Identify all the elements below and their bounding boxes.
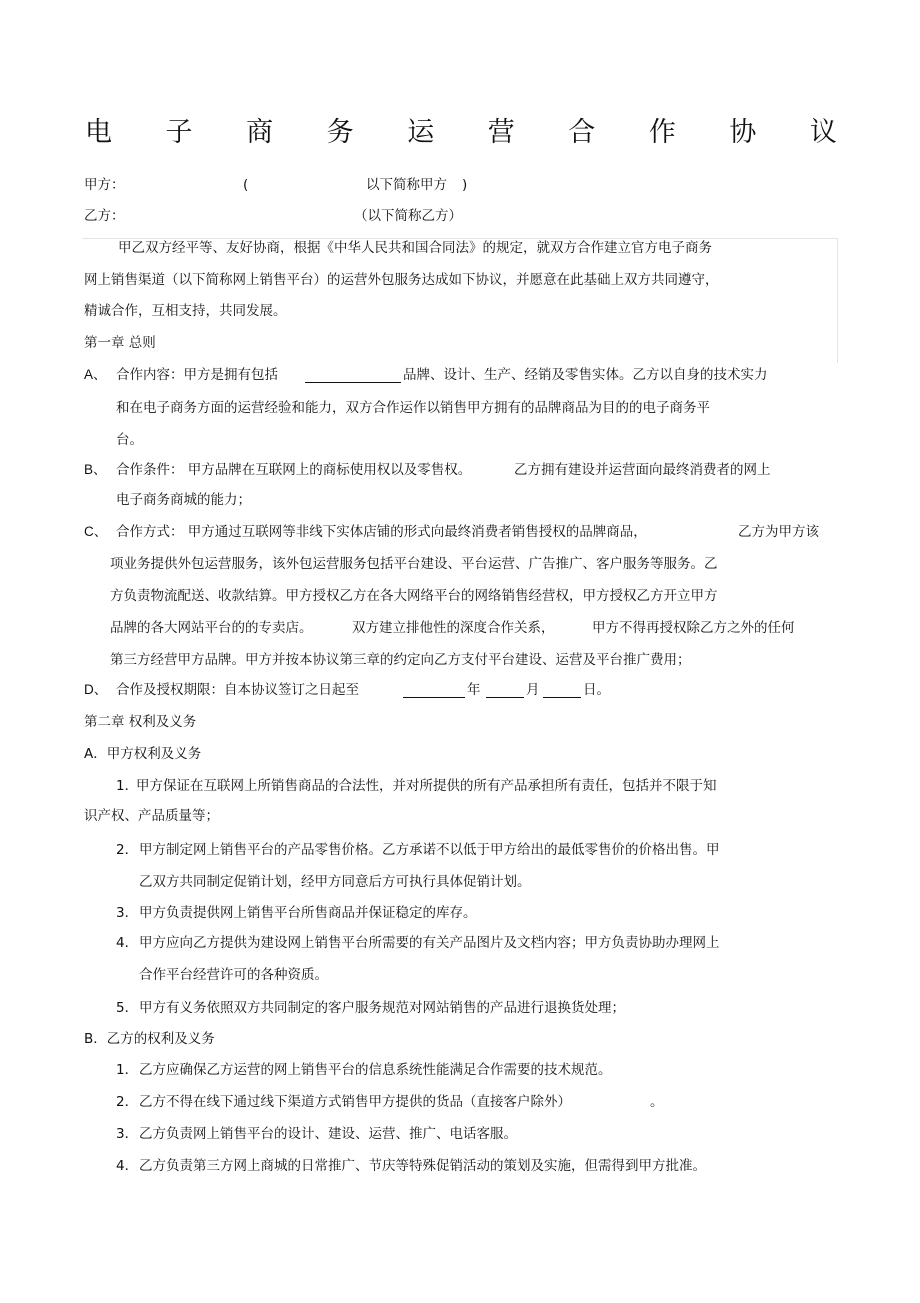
preamble-line: 网上销售渠道（以下简称网上销售平台）的运营外包服务达成如下协议，并愿意在此基础上双方共同遵守， [84, 272, 719, 288]
clause-text: 双方建立排他性的深度合作关系， [352, 620, 555, 636]
party-a-paren-close: ) [462, 177, 468, 193]
chapter-2-heading: 第二章 权利及义务 [84, 714, 197, 730]
day-blank [543, 681, 581, 698]
clause-text: 乙方为甲方该 [738, 524, 819, 540]
title-char: 务 [326, 117, 354, 148]
item-text: 乙方不得在线下通过线下渠道方式销售甲方提供的货品（直接客户除外） [139, 1094, 571, 1110]
title-char: 作 [648, 117, 676, 148]
section-b-heading: B．乙方的权利及义务 [84, 1031, 215, 1047]
party-a-alias: 以下简称甲方 [366, 177, 447, 193]
clause-text: 和在电子商务方面的运营经验和能力，双方合作运作以销售甲方拥有的品牌商品为目的的电子商务平 [116, 400, 710, 416]
title-char: 营 [487, 117, 515, 148]
month-blank [486, 681, 524, 698]
clause-text: 乙方拥有建设并运营面向最终消费者的网上 [514, 462, 771, 478]
item-number: 1． [116, 1062, 139, 1078]
title-char: 合 [568, 117, 596, 148]
item-text: 乙方应确保乙方运营的网上销售平台的信息系统性能满足合作需要的技术规范。 [139, 1062, 612, 1078]
item-number: 3． [116, 1126, 139, 1142]
item-text: 甲方负责提供网上销售平台所售商品并保证稳定的库存。 [139, 905, 477, 921]
item-text: 甲方保证在互联网上所销售商品的合法性，并对所提供的所有产品承担所有责任，包括并不限于知 [136, 778, 717, 794]
item-number: 4． [116, 935, 139, 951]
item-text: 合作平台经营许可的各种资质。 [139, 967, 328, 983]
clause-text: 品牌的各大网站平台的的专卖店。 [110, 620, 313, 636]
title-char: 运 [407, 117, 435, 148]
item-text: 乙双方共同制定促销计划，经甲方同意后方可执行具体促销计划。 [139, 874, 531, 890]
clause-text: 台。 [116, 432, 143, 448]
clause-text: 品牌、设计、生产、经销及零售实体。乙方以自身的技术实力 [403, 367, 768, 383]
document-title [85, 116, 837, 150]
item-number: 1． [116, 778, 139, 794]
clause-text: 合作方式： 甲方通过互联网等非线下实体店铺的形式向最终消费者销售授权的品牌商品， [116, 524, 647, 540]
item-text: 甲方应向乙方提供为建设网上销售平台所需要的有关产品图片及文档内容；甲方负责协助办理网上 [139, 935, 720, 951]
month-label: 月 [526, 682, 540, 698]
clause-text: 第三方经营甲方品牌。甲方并按本协议第三章的约定向乙方支付平台建设、运营及平台推广费用； [110, 652, 691, 668]
title-char: 电 [85, 117, 112, 148]
clause-text: 项业务提供外包运营服务，该外包运营服务包括平台建设、平台运营、广告推广、客户服务等服务。乙 [110, 556, 718, 572]
clause-text: 合作条件： 甲方品牌在互联网上的商标使用权以及零售权。 [116, 462, 472, 478]
party-a-label: 甲方： [84, 177, 125, 193]
chapter-1-heading: 第一章 总则 [84, 335, 156, 351]
item-text: 甲方有义务依照双方共同制定的客户服务规范对网站销售的产品进行退换货处理； [139, 1000, 625, 1016]
item-number: 3． [116, 905, 139, 921]
item-text: 甲方制定网上销售平台的产品零售价格。乙方承诺不以低于甲方给出的最低零售价的价格出售。甲 [139, 842, 720, 858]
title-char: 子 [165, 117, 193, 148]
clause-text: 合作内容：甲方是拥有包括 [116, 367, 278, 383]
preamble-line: 甲乙双方经平等、友好协商，根据《中华人民共和国合同法》的规定，就双方合作建立官方电子商务 [118, 240, 712, 256]
item-text: 乙方负责网上销售平台的设计、建设、运营、推广、电话客服。 [139, 1126, 517, 1142]
clause-marker: D、 [84, 682, 108, 697]
item-number: 5． [116, 1000, 139, 1016]
title-char: 议 [809, 117, 837, 148]
clause-text: 方负责物流配送、收款结算。甲方授权乙方在各大网络平台的网络销售经营权，甲方授权乙方开立甲方 [110, 588, 718, 604]
title-char: 商 [246, 117, 274, 148]
item-text: 。 [650, 1094, 664, 1110]
day-label: 日。 [583, 682, 610, 698]
party-b-alias: （以下简称乙方） [354, 208, 462, 224]
clause-text: 电子商务商城的能力； [116, 492, 251, 508]
clause-marker: B、 [84, 462, 107, 477]
clause-text: 甲方不得再授权除乙方之外的任何 [592, 620, 795, 636]
year-blank [403, 681, 465, 698]
item-text: 识产权、产品质量等； [84, 808, 219, 824]
year-label: 年 [467, 682, 481, 698]
item-text: 乙方负责第三方网上商城的日常推广、节庆等特殊促销活动的策划及实施，但需得到甲方批准。 [139, 1158, 706, 1174]
party-b-label: 乙方： [84, 208, 125, 224]
brand-blank [305, 366, 401, 383]
item-number: 4． [116, 1158, 139, 1174]
title-char: 协 [729, 117, 757, 148]
party-a-paren-open: ( [243, 177, 249, 193]
clause-text: 合作及授权期限：自本协议签订之日起至 [116, 682, 359, 698]
item-number: 2． [116, 842, 139, 858]
preamble-line: 精诚合作，互相支持，共同发展。 [84, 303, 287, 319]
item-number: 2． [116, 1094, 139, 1110]
section-a-heading: A．甲方权利及义务 [84, 746, 202, 762]
clause-marker: A、 [84, 367, 107, 382]
clause-marker: C、 [84, 524, 108, 539]
